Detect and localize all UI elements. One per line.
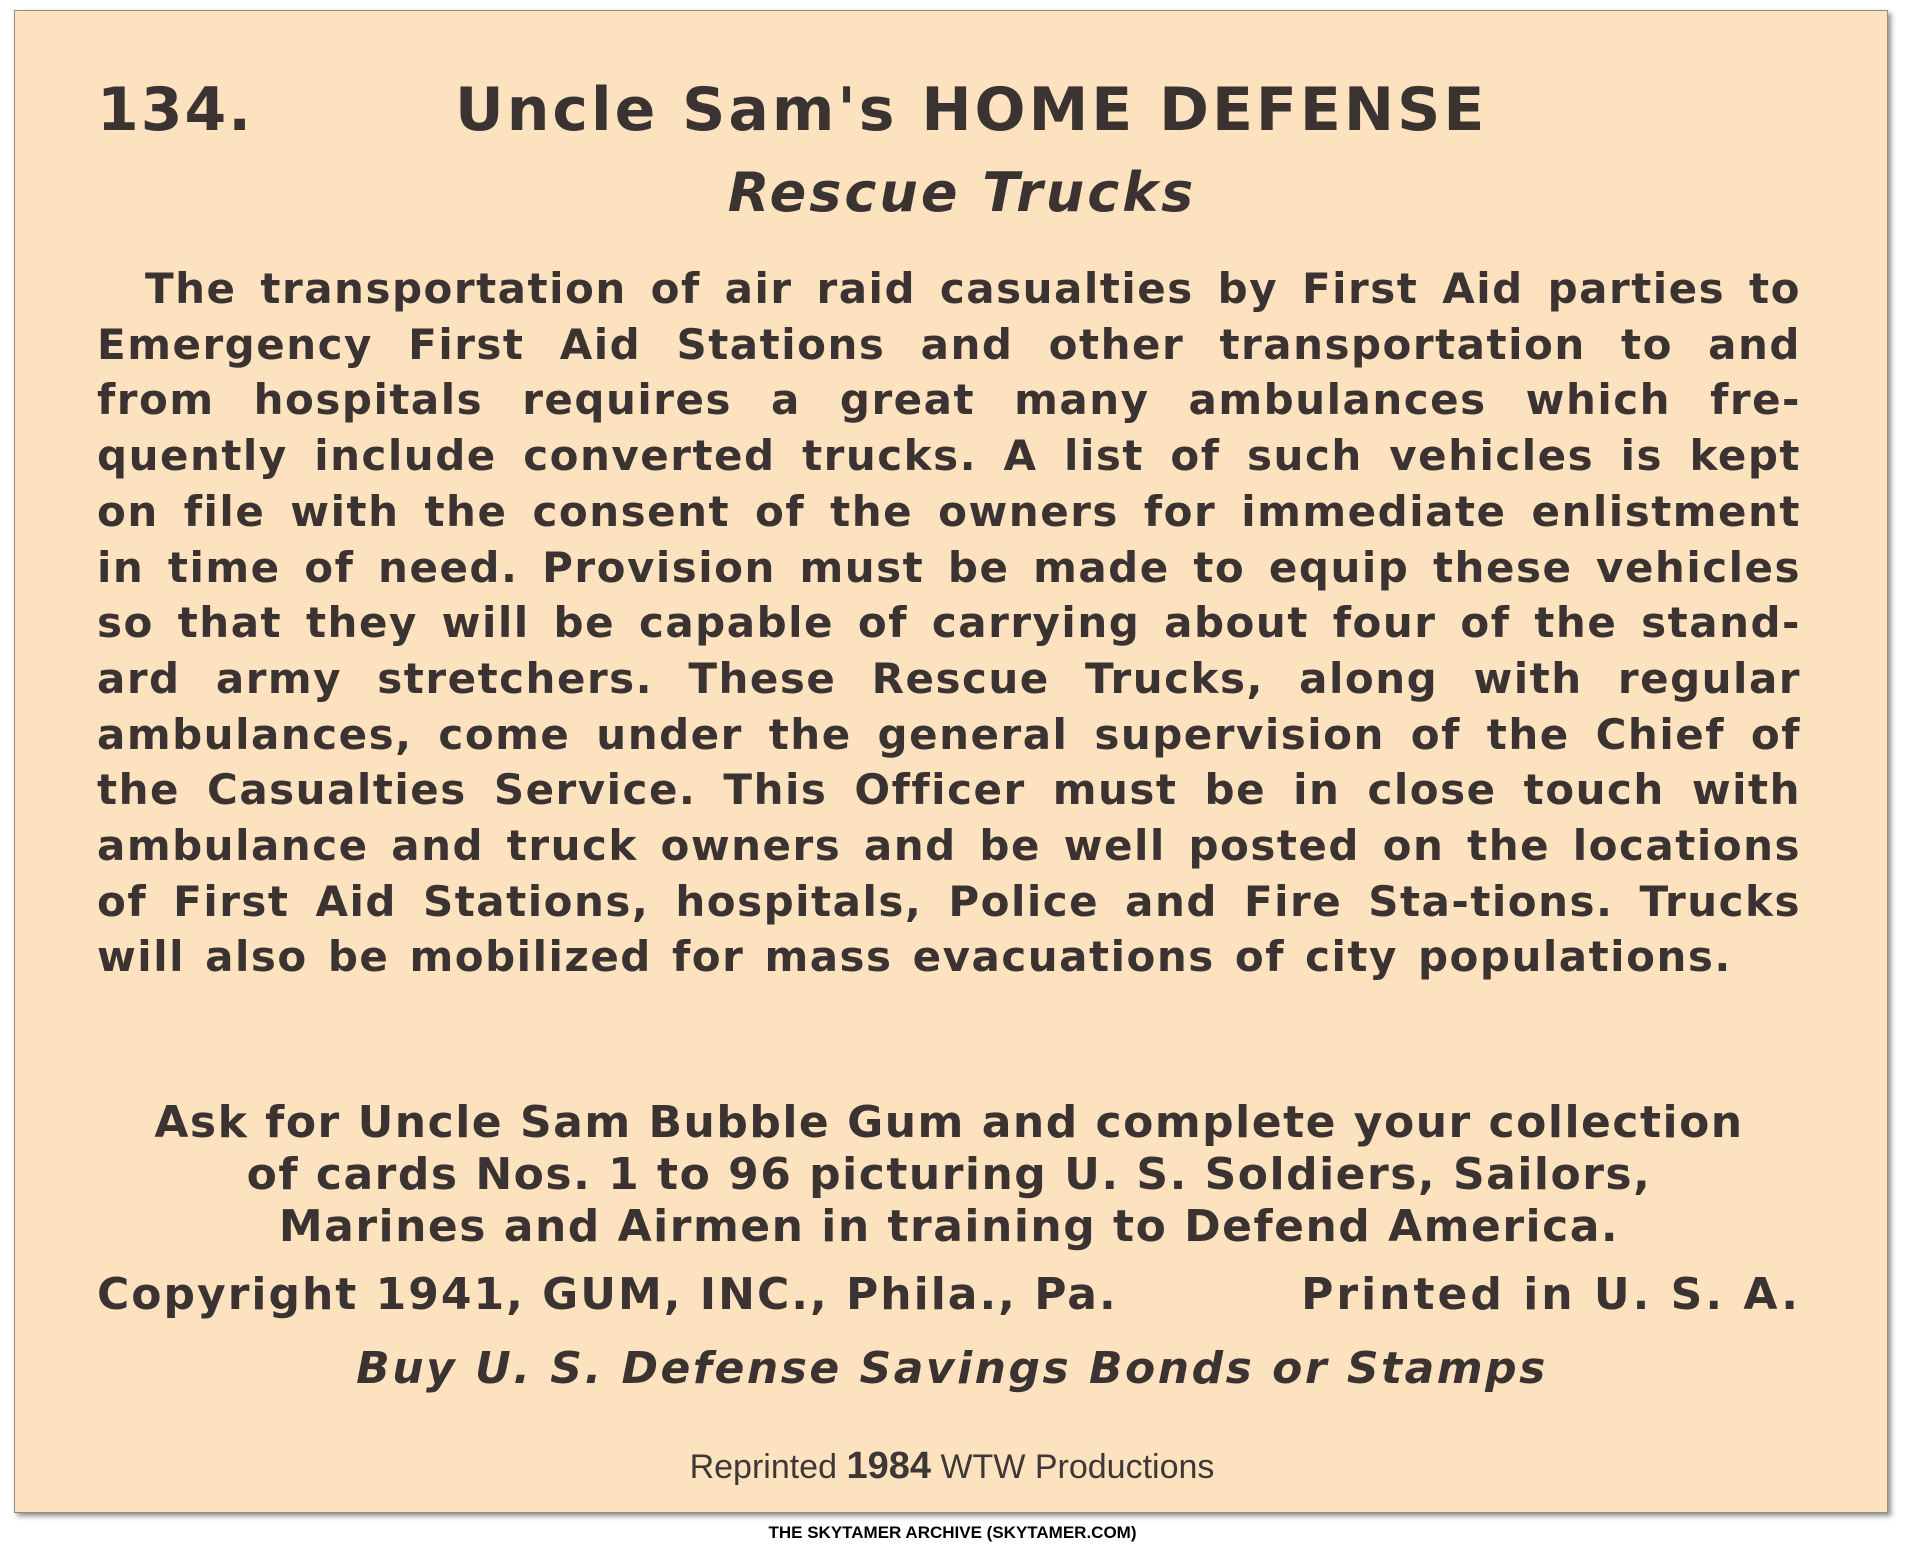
card-title: Rescue Trucks (727, 161, 1197, 224)
trading-card-back (14, 10, 1888, 1513)
reprint-year: 1984 (846, 1445, 931, 1487)
reprint-prefix: Reprinted (689, 1448, 837, 1486)
card-description: The transportation of air raid casualties by First Aid parties to Emergency First Aid Stations and other transportation to and from hospitals requires a great many ambulances which fre-quently include converted trucks. A list of such vehicles is kept on file with the consent of the owners for immediate enlistment in time of need. Provision must be made to equip these vehicles so that they will be capable of carrying about four of the stand-ard army stretchers. These Rescue Trucks, along with regular ambulances, come under the general supervision of the Chief of the Casualties Service. This Officer must be in close touch with ambulance and truck owners and be well posted on the locations of First Aid Stations, hospitals, Police and Fire Sta-tions. Trucks will also be mobilized for mass evacuations of city populations. (97, 264, 1801, 982)
promo-line: Marines and Airmen in training to Defend America. (278, 1201, 1620, 1252)
printed-in-notice: Printed in U. S. A. (1301, 1269, 1801, 1320)
series-title: Uncle Sam's HOME DEFENSE (455, 75, 1488, 145)
archive-footer: THE SKYTAMER ARCHIVE (SKYTAMER.COM) (768, 1523, 1137, 1542)
defense-bonds-slogan: Buy U. S. Defense Savings Bonds or Stamps (356, 1343, 1548, 1394)
promo-line: Ask for Uncle Sam Bubble Gum and complete your collection (154, 1097, 1744, 1148)
reprint-notice (15, 1445, 1889, 1488)
reprint-publisher: WTW Productions (940, 1448, 1215, 1486)
promo-text (97, 1097, 1801, 1253)
copyright-notice: Copyright 1941, GUM, INC., Phila., Pa. (97, 1269, 1118, 1320)
promo-line: of cards Nos. 1 to 96 picturing U. S. Soldiers, Sailors, (246, 1149, 1652, 1200)
card-number: 134. (97, 75, 254, 145)
